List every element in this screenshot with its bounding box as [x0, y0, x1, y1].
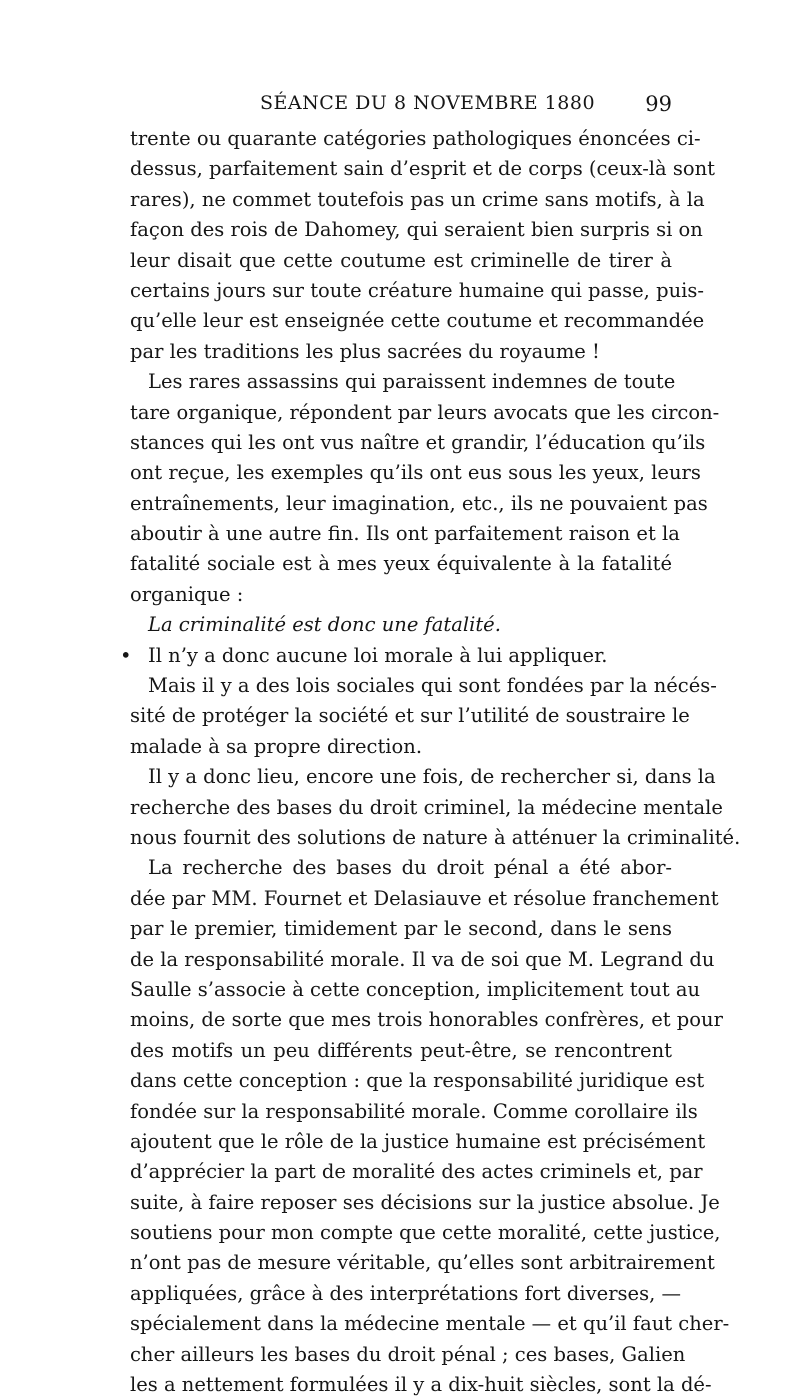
bullet-mark: • — [120, 643, 132, 667]
text-line: fatalité sociale est à mes yeux équivalente à la fatalité — [130, 552, 672, 576]
text-line: La recherche des bases du droit pénal a été abor- — [148, 856, 672, 880]
text-line: nous fournit des solutions de nature à atténuer la criminalité. — [130, 825, 741, 849]
text-line: ont reçue, les exemples qu’ils ont eus sous les yeux, leurs — [130, 461, 701, 485]
text-line: Saulle s’associe à cette conception, implicitement tout au — [130, 977, 701, 1001]
text-line: Mais il y a des lois sociales qui sont fondées par la nécés- — [148, 674, 717, 698]
running-header — [130, 92, 672, 126]
text-line: aboutir à une autre fin. Ils ont parfaitement raison et la — [130, 522, 680, 546]
text-line: tare organique, répondent par leurs avocats que les circon- — [130, 400, 720, 424]
text-line: moins, de sorte que mes trois honorables confrères, et pour — [130, 1008, 723, 1032]
text-line: par les traditions les plus sacrées du royaume ! — [130, 339, 600, 363]
text-line: dée par MM. Fournet et Delasiauve et résolue franchement — [130, 886, 719, 910]
text-line-italic: La criminalité est donc une fatalité. — [148, 613, 501, 637]
page-number: 99 — [645, 92, 672, 116]
text-line: Il y a donc lieu, encore une fois, de rechercher si, dans la — [148, 765, 716, 789]
text-line: soutiens pour mon compte que cette moralité, cette justice, — [130, 1221, 721, 1245]
text-line: stances qui les ont vus naître et grandir, l’éducation qu’ils — [130, 430, 706, 454]
text-line-content: Il n’y a donc aucune loi morale à lui appliquer. — [148, 643, 608, 667]
text-line: dessus, parfaitement sain d’esprit et de corps (ceux-là sont — [130, 157, 715, 181]
text-line: entraînements, leur imagination, etc., ils ne pouvaient pas — [130, 491, 708, 515]
text-line: qu’elle leur est enseignée cette coutume et recommandée — [130, 309, 705, 333]
text-line: sité de protéger la société et sur l’utilité de soustraire le — [130, 704, 690, 728]
text-line: leur disait que cette coutume est criminelle de tirer à — [130, 248, 672, 272]
text-line: façon des rois de Dahomey, qui seraient bien surpris si on — [130, 218, 703, 242]
running-title: SÉANCE DU 8 NOVEMBRE 1880 — [260, 92, 596, 114]
text-line: n’ont pas de mesure véritable, qu’elles sont arbitrairement — [130, 1251, 715, 1275]
text-line: certains jours sur toute créature humaine qui passe, puis- — [130, 278, 704, 302]
text-line: fondée sur la responsabilité morale. Comme corollaire ils — [130, 1099, 698, 1123]
body-text — [120, 124, 741, 1400]
text-line: cher ailleurs les bases du droit pénal ; ces bases, Galien — [130, 1342, 686, 1366]
text-line: des motifs un peu différents peut-être, se rencontrent — [130, 1038, 672, 1062]
text-line: spécialement dans la médecine mentale — et qu’il faut cher- — [130, 1312, 730, 1336]
text-line: trente ou quarante catégories pathologiques énoncées ci- — [130, 127, 701, 150]
text-line: recherche des bases du droit criminel, la médecine mentale — [130, 795, 723, 819]
text-line: dans cette conception : que la responsabilité juridique est — [130, 1069, 705, 1093]
text-line: Les rares assassins qui paraissent indemnes de toute — [148, 370, 676, 394]
text-line: d’apprécier la part de moralité des actes criminels et, par — [130, 1160, 703, 1184]
text-line: ajoutent que le rôle de la justice humaine est précisément — [130, 1129, 706, 1153]
text-line: les a nettement formulées il y a dix-huit siècles, sont la dé- — [130, 1373, 712, 1397]
text-line: malade à sa propre direction. — [130, 734, 423, 758]
text-line: suite, à faire reposer ses décisions sur la justice absolue. Je — [130, 1190, 720, 1214]
text-line — [120, 641, 672, 671]
text-line: de la responsabilité morale. Il va de soi que M. Legrand du — [130, 947, 715, 971]
text-line: organique : — [130, 582, 244, 606]
text-line: par le premier, timidement par le second, dans le sens — [130, 917, 672, 941]
text-line: rares), ne commet toutefois pas un crime sans motifs, à la — [130, 187, 705, 211]
text-line: appliquées, grâce à des interprétations fort diverses, — — [130, 1281, 681, 1305]
